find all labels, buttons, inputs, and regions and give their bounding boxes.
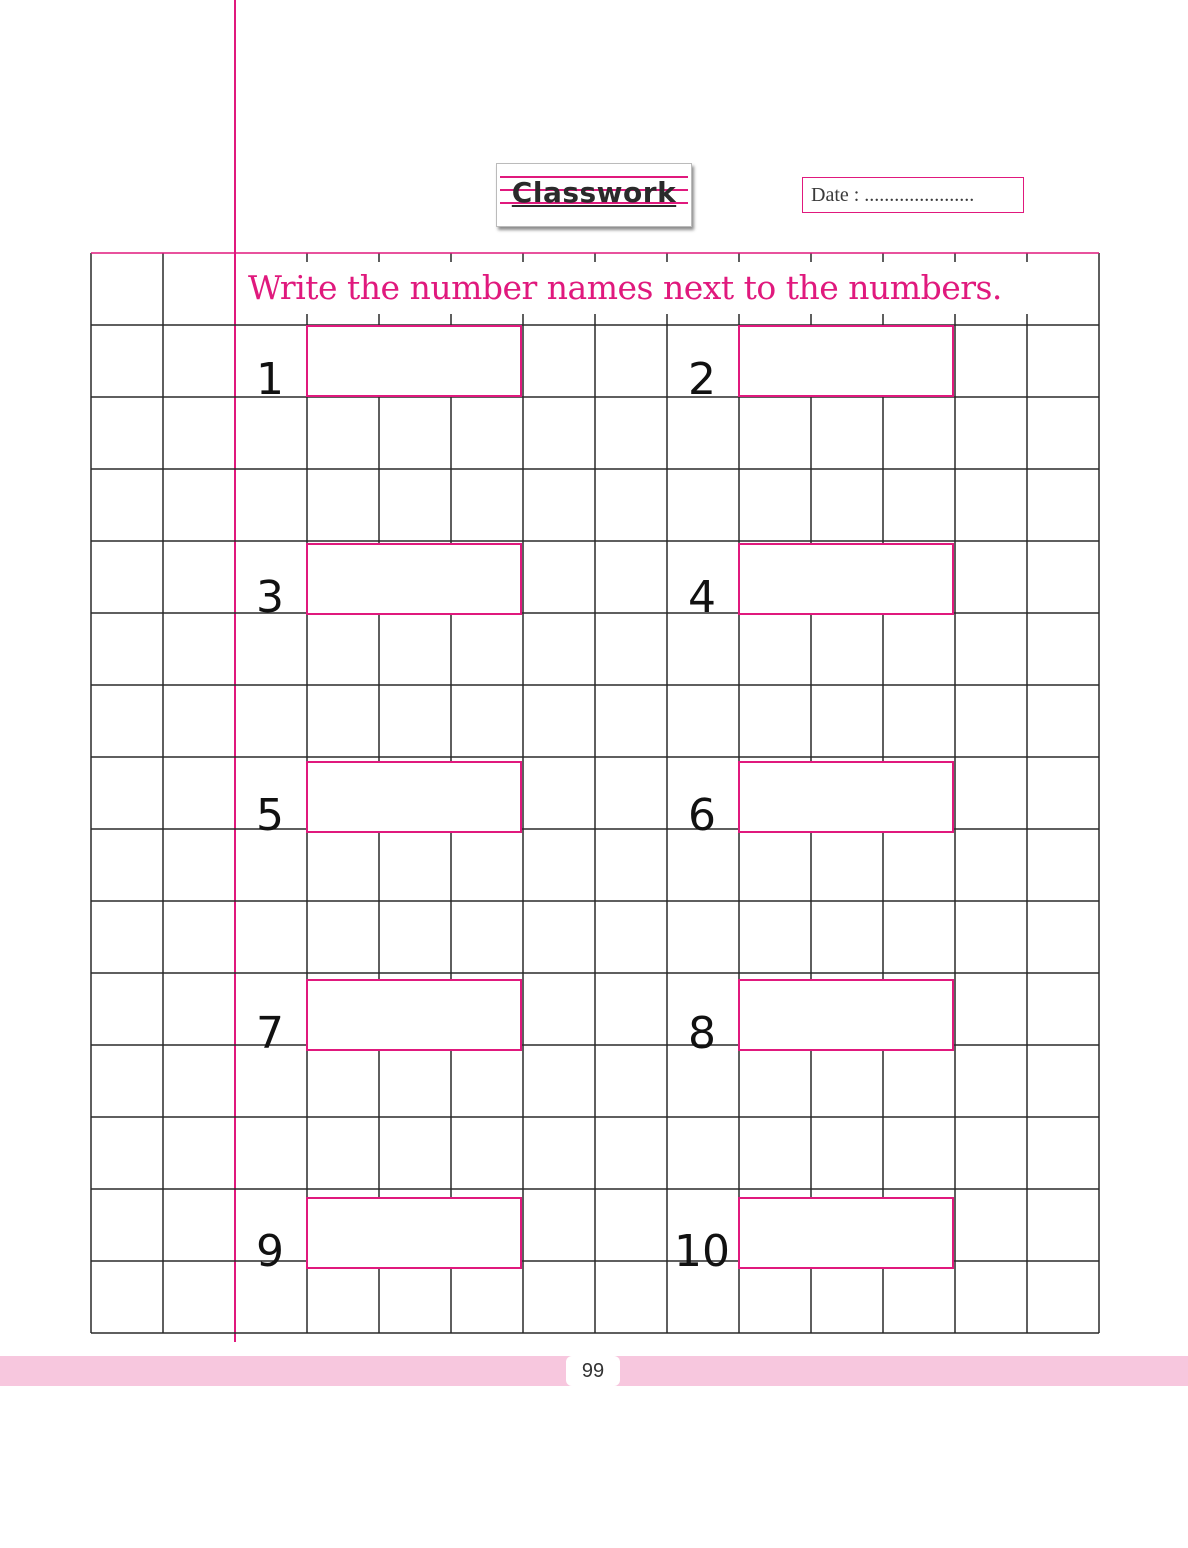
- answer-box-9[interactable]: [306, 1197, 522, 1269]
- answer-box-10[interactable]: [738, 1197, 954, 1269]
- page-number: 99: [566, 1356, 620, 1386]
- number-label: 7: [256, 1008, 284, 1059]
- number-label: 2: [688, 354, 716, 405]
- number-label: 8: [688, 1008, 716, 1059]
- number-label: 9: [256, 1226, 284, 1277]
- answer-box-5[interactable]: [306, 761, 522, 833]
- number-label: 5: [256, 790, 284, 841]
- answer-box-1[interactable]: [306, 325, 522, 397]
- answer-box-2[interactable]: [738, 325, 954, 397]
- answer-box-8[interactable]: [738, 979, 954, 1051]
- number-label: 6: [688, 790, 716, 841]
- answer-box-4[interactable]: [738, 543, 954, 615]
- answer-box-3[interactable]: [306, 543, 522, 615]
- classwork-title: Classwork: [511, 176, 677, 209]
- number-label: 4: [688, 572, 716, 623]
- number-label: 1: [256, 354, 284, 405]
- instruction-text: Write the number names next to the numbers.: [248, 262, 1028, 314]
- number-label: 10: [674, 1226, 730, 1277]
- answer-box-7[interactable]: [306, 979, 522, 1051]
- date-field[interactable]: Date : ......................: [802, 177, 1024, 213]
- answer-box-6[interactable]: [738, 761, 954, 833]
- number-label: 3: [256, 572, 284, 623]
